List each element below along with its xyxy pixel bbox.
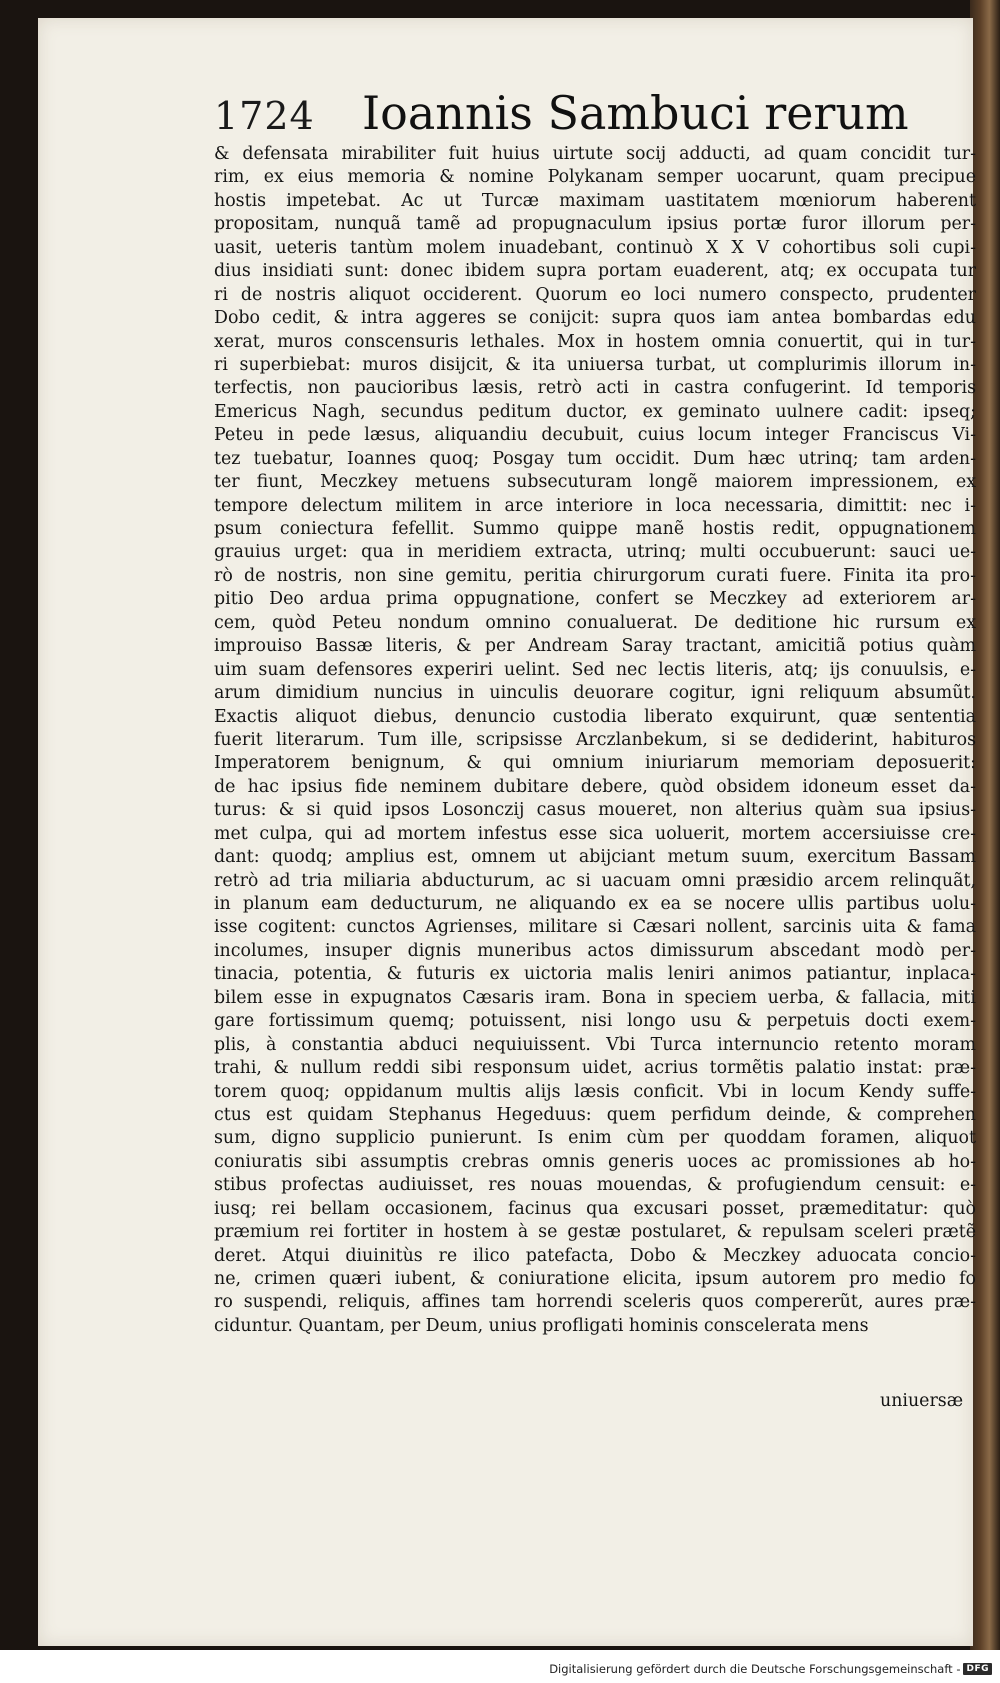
text-line: ne, crimen quæri iubent, & coniuratione elicita, ipsum autorem pro medio fo bbox=[214, 1269, 976, 1289]
text-line: ro suspendi, reliquis, affines tam horrendi sceleris quos compererũt, aures præ- bbox=[214, 1292, 976, 1313]
text-line: isse cogitent: cunctos Agrienses, militare si Cæsari nollent, sarcinis uita & fama bbox=[214, 917, 976, 938]
text-line: & defensata mirabiliter fuit huius uirtute socij adducti, ad quam concidit tur- bbox=[214, 144, 976, 164]
text-line: gare fortissimum quemq; potuissent, nisi longo usu & perpetuis docti exem- bbox=[214, 1011, 976, 1032]
text-line: trahi, & nullum reddi sibi responsum uidet, acrius tormẽtis palatio instat: præ- bbox=[214, 1058, 976, 1079]
text-line: rim, ex eius memoria & nomine Polykanam semper uocarunt, quam precipue bbox=[214, 167, 976, 188]
text-line: fuerit literarum. Tum ille, scripsisse Arczlanbekum, si se dediderint, habituros bbox=[214, 729, 976, 750]
text-line: stibus profectas audiuisset, res nouas mouendas, & profugiendum censuit: e- bbox=[214, 1175, 976, 1196]
running-head: Ioannis Sambuci rerum bbox=[362, 86, 909, 140]
text-line: psum coniectura fefellit. Summo quippe manẽ hostis redit, oppugnationem bbox=[214, 519, 976, 539]
text-line: met culpa, qui ad mortem infestus esse sica uoluerit, mortem accersiuisse cre- bbox=[214, 823, 976, 844]
text-line: deret. Atqui diuinitùs re ilico patefacta, Dobo & Meczkey aduocata concio- bbox=[214, 1245, 976, 1266]
digitization-credit bbox=[549, 1662, 992, 1676]
text-line: coniuratis sibi assumptis crebras omnis generis uoces ac promissiones ab ho- bbox=[214, 1151, 976, 1172]
text-line: grauius urget: qua in meridiem extracta, utrinq; multi occubuerunt: sauci ue- bbox=[214, 542, 976, 563]
text-line: ciduntur. Quantam, per Deum, unius profligati hominis conscelerata mens bbox=[214, 1315, 869, 1336]
body-text bbox=[214, 143, 976, 1338]
text-line: præmium rei fortiter in hostem à se gestæ postularet, & repulsam sceleri prætẽ bbox=[214, 1222, 976, 1243]
text-line: uim suam defensores experiri uelint. Sed nec lectis literis, atq; ijs conuulsis, e- bbox=[214, 659, 976, 680]
text-line: terfectis, non paucioribus læsis, retrò acti in castra confugerint. Id temporis bbox=[214, 378, 976, 399]
text-line: sum, digno supplicio punierunt. Is enim cùm per quoddam foramen, aliquot bbox=[214, 1128, 976, 1149]
text-line: rò de nostris, non sine gemitu, peritia chirurgorum curati fuere. Finita ita pro- bbox=[214, 565, 976, 586]
text-line: incolumes, insuper dignis muneribus actos dimissurum abscedant modò per- bbox=[214, 940, 976, 961]
credit-text: Digitalisierung gefördert durch die Deutsche Forschungsgemeinschaft - bbox=[549, 1662, 961, 1676]
text-line: ri de nostris aliquot occiderent. Quorum eo loci numero conspecto, prudenter bbox=[214, 284, 976, 305]
text-line: Dobo cedit, & intra aggeres se conijcit: supra quos iam antea bombardas edu bbox=[214, 308, 976, 329]
text-line: in planum eam deducturum, ne aliquando ex ea se nocere ullis partibus uolu- bbox=[214, 894, 976, 914]
text-line: de hac ipsius fide neminem dubitare debere, quòd obsidem idoneum esset da- bbox=[214, 776, 976, 797]
text-line: turus: & si quid ipsos Losonczij casus moueret, non alterius quàm sua ipsius- bbox=[214, 800, 976, 821]
text-line: tez tuebatur, Ioannes quoq; Posgay tum occidit. Dum hæc utrinq; tam arden- bbox=[214, 448, 976, 469]
text-line: plis, à constantia abduci nequiuissent. Vbi Turca internuncio retento moram bbox=[214, 1034, 976, 1055]
text-line: dius insidiati sunt: donec ibidem supra portam euaderent, atq; ex occupata tur bbox=[214, 261, 976, 282]
page-header bbox=[214, 86, 909, 142]
text-line: propositam, nunquã tamẽ ad propugnaculum ipsius portæ furor illorum per- bbox=[214, 214, 976, 235]
text-line: ctus est quidam Stephanus Hegeduus: quem perfidum deinde, & comprehen bbox=[214, 1104, 976, 1125]
text-line: dant: quodq; amplius est, omnem ut abijciant metum suum, exercitum Bassam bbox=[214, 847, 976, 868]
text-line: pitio Deo ardua prima oppugnatione, confert se Meczkey ad exteriorem ar- bbox=[214, 589, 976, 610]
text-line: ter fiunt, Meczkey metuens subsecuturam longẽ maiorem impressionem, ex bbox=[214, 472, 976, 493]
page-number: 1724 bbox=[214, 94, 315, 138]
text-line: iusq; rei bellam occasionem, facinus qua excusari posset, præmeditatur: quò bbox=[214, 1198, 976, 1219]
text-line: hostis impetebat. Ac ut Turcæ maximam uastitatem mœniorum haberent bbox=[214, 190, 976, 211]
text-line: tempore delectum militem in arce interiore in loca necessaria, dimittit: nec i- bbox=[214, 495, 976, 516]
text-line: Imperatorem benignum, & qui omnium iniuriarum memoriam deposuerit: bbox=[214, 753, 976, 774]
text-line: arum dimidium nuncius in uinculis deuorare cogitur, igni reliquum absumũt. bbox=[214, 683, 976, 704]
text-line: cem, quòd Peteu nondum omnino conualuerat. De deditione hic rursum ex bbox=[214, 612, 976, 633]
text-line: tinacia, potentia, & futuris ex uictoria malis leniri animos patiantur, inplaca- bbox=[214, 964, 976, 985]
text-line: improuiso Bassæ literis, & per Andream Saray tractant, amicitiã potius quàm bbox=[214, 636, 976, 657]
text-line: bilem esse in expugnatos Cæsaris iram. Bona in speciem uerba, & fallacia, miti bbox=[214, 987, 976, 1008]
text-line: xerat, muros conscensuris lethales. Mox in hostem omnia conuertit, qui in tur- bbox=[214, 331, 976, 352]
text-line: torem quoq; oppidanum multis alijs læsis conficit. Vbi in locum Kendy suffe- bbox=[214, 1081, 976, 1102]
text-line: ri superbiebat: muros disijcit, & ita uniuersa turbat, ut complurimis illorum in- bbox=[214, 354, 976, 375]
text-line: retrò ad tria miliaria abducturum, ac si uacuam omni præsidio arcem relinquãt, bbox=[214, 870, 976, 891]
text-line: Exactis aliquot diebus, denuncio custodia liberato exquirunt, quæ sententia bbox=[214, 706, 976, 727]
catchword: uniuersæ bbox=[880, 1391, 964, 1411]
dfg-logo: DFG bbox=[963, 1663, 992, 1675]
text-line: uasit, ueteris tantùm molem inuadebant, continuò X X V cohortibus soli cupi- bbox=[214, 237, 976, 258]
text-line: Peteu in pede læsus, aliquandiu decubuit, cuius locum integer Franciscus Vi- bbox=[214, 425, 976, 446]
text-line: Emericus Nagh, secundus peditum ductor, ex geminato uulnere cadit: ipseq; bbox=[214, 401, 976, 422]
